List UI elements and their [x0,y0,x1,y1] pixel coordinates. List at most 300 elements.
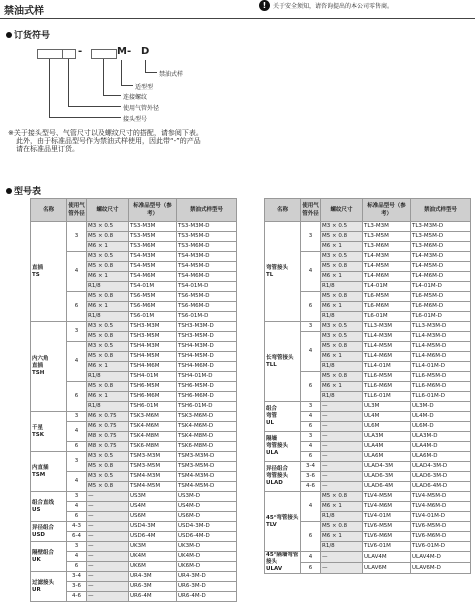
col-header-oil-free: 禁油式样型号 [411,199,471,222]
thread-cell: M6 × 1 [321,382,363,392]
standard-model-cell: TSH3-M5M [129,332,177,342]
standard-model-cell: TS3-M6M [129,242,177,252]
thread-cell: M5 × 0.8 [87,462,129,472]
tube-od-cell: 6 [67,512,87,522]
thread-cell: M6 × 0.75 [87,422,129,432]
oil-free-model-cell: TSM3-M5M-D [177,462,237,472]
thread-cell: R1/8 [321,362,363,372]
oil-free-model-cell: TSK4-M8M-D [177,432,237,442]
standard-model-cell: ULAD4-3M [363,462,411,472]
oil-free-model-cell: ULAV6M-D [411,563,471,574]
thread-cell: — [87,592,129,602]
oil-free-model-cell: TS4-M3M-D [177,252,237,262]
tube-od-cell: 3-6 [67,582,87,592]
oil-free-model-cell: TLV4-M5M-D [411,492,471,502]
thread-cell: M3 × 0.5 [87,472,129,482]
standard-model-cell: TSK3-M6M [129,412,177,422]
standard-model-cell: TS6-M6M [129,302,177,312]
standard-model-cell: TS4-M3M [129,252,177,262]
oil-free-model-cell: TSM4-M5M-D [177,482,237,492]
oil-free-model-cell: TLV4-01M-D [411,512,471,522]
family-name: 内六角 直插 TSH [31,322,67,412]
thread-cell: R1/8 [321,392,363,402]
standard-model-cell: TLL6-01M [363,392,411,402]
oil-free-model-cell: TSH4-01M-D [177,372,237,382]
family-name: 组合直线 US [31,492,67,522]
family-name: 内直插 TSM [31,452,67,492]
thread-cell: — [321,552,363,563]
thread-cell: M8 × 0.75 [87,442,129,452]
tube-od-cell: 4 [301,552,321,563]
standard-model-cell: TS6-M5M [129,292,177,302]
tube-od-cell: 6 [67,292,87,322]
tube-od-cell: 3 [67,452,87,472]
thread-cell: M5 × 0.8 [87,292,129,302]
standard-model-cell: ULA6M [363,452,411,462]
oil-free-model-cell: TSH4-M3M-D [177,342,237,352]
oil-free-model-cell: UK6M-D [177,562,237,572]
standard-model-cell: TLL4-M5M [363,342,411,352]
tube-od-cell: 4 [301,252,321,292]
tube-od-cell: 6 [301,563,321,574]
thread-cell: M5 × 0.8 [87,482,129,492]
standard-model-cell: ULA3M [363,432,411,442]
thread-cell: R1/8 [87,282,129,292]
tube-od-cell: 6 [67,382,87,412]
tube-od-cell: 3-4 [67,572,87,582]
code-dash: - [78,46,83,57]
thread-cell: M6 × 0.75 [87,412,129,422]
thread-cell: M3 × 0.5 [87,452,129,462]
model-table-heading: 型号表 [6,184,41,197]
oil-free-model-cell: TLL6-01M-D [411,392,471,402]
standard-model-cell: TLV6-M6M [363,532,411,542]
standard-model-cell: UK6M [129,562,177,572]
oil-free-model-cell: UL4M-D [411,412,471,422]
oil-free-model-cell: TL3-M5M-D [411,232,471,242]
thread-cell: M3 × 0.5 [87,252,129,262]
standard-model-cell: TS4-01M [129,282,177,292]
thread-cell: — [87,582,129,592]
oil-free-model-cell: TL3-M6M-D [411,242,471,252]
tube-od-cell: 3 [67,222,87,252]
oil-free-model-cell: TLV6-M6M-D [411,532,471,542]
oil-free-model-cell: TS3-M5M-D [177,232,237,242]
standard-model-cell: ULAD6-3M [363,472,411,482]
standard-model-cell: ULAV4M [363,552,411,563]
thread-cell: — [87,522,129,532]
thread-cell: M3 × 0.5 [321,252,363,262]
tube-od-cell: 4 [67,502,87,512]
standard-model-cell: TSK6-M8M [129,442,177,452]
oil-free-model-cell: TL6-01M-D [411,312,471,322]
col-header-name: 名称 [31,199,67,222]
standard-model-cell: ULA4M [363,442,411,452]
oil-free-model-cell: TS6-01M-D [177,312,237,322]
thread-cell: — [321,482,363,492]
oil-free-model-cell: UL6M-D [411,422,471,432]
warning-icon: ! [259,0,270,11]
family-name: 千星 TSK [31,412,67,452]
code-box-series [37,49,63,59]
standard-model-cell: US3M [129,492,177,502]
oil-free-model-cell: TL4-M5M-D [411,262,471,272]
tube-od-cell: 6 [301,292,321,322]
tube-od-cell: 6 [301,372,321,402]
thread-cell: — [321,422,363,432]
standard-model-cell: TSH6-M5M [129,382,177,392]
col-header-oil-free: 禁油式样型号 [177,199,237,222]
thread-cell: M3 × 0.5 [87,322,129,332]
oil-free-model-cell: TS4-M5M-D [177,262,237,272]
tube-od-cell: 3 [301,222,321,252]
thread-cell: — [87,542,129,552]
model-table-right [264,198,471,574]
thread-cell: M5 × 0.8 [321,342,363,352]
standard-model-cell: TL4-M3M [363,252,411,262]
thread-cell: — [321,452,363,462]
standard-model-cell: TL4-M5M [363,262,411,272]
family-name: 直插 TS [31,222,67,322]
col-header-tube-od: 使用气管外径 [301,199,321,222]
label-fitting-type: 接头型号 [123,116,148,123]
col-header-tube-od: 使用气管外径 [67,199,87,222]
family-name: 45°弯管接头 TLV [265,492,301,552]
thread-cell: — [321,472,363,482]
oil-free-model-cell: TL4-01M-D [411,282,471,292]
standard-model-cell: TSH6-M6M [129,392,177,402]
tube-od-cell: 4 [301,332,321,372]
oil-free-model-cell: US4M-D [177,502,237,512]
tube-od-cell: 3-6 [301,472,321,482]
standard-model-cell: TL4-M6M [363,272,411,282]
page-title: 禁油式样 [4,6,44,17]
standard-model-cell: TSH3-M3M [129,322,177,332]
thread-cell: M5 × 0.8 [87,262,129,272]
oil-free-model-cell: US6M-D [177,512,237,522]
thread-cell: — [87,502,129,512]
thread-cell: M6 × 1 [321,272,363,282]
oil-free-model-cell: US3M-D [177,492,237,502]
standard-model-cell: TLV6-01M [363,542,411,552]
oil-free-model-cell: TLL4-M3M-D [411,332,471,342]
table-row [265,222,471,232]
oil-free-model-cell: TSM4-M3M-D [177,472,237,482]
standard-model-cell: UL6M [363,422,411,432]
thread-cell: M5 × 0.8 [321,492,363,502]
standard-model-cell: TL6-01M [363,312,411,322]
oil-free-model-cell: TLV6-M5M-D [411,522,471,532]
oil-free-model-cell: TL6-M6M-D [411,302,471,312]
thread-cell: M5 × 0.8 [87,332,129,342]
oil-free-model-cell: ULAD6-4M-D [411,482,471,492]
oil-free-model-cell: ULA3M-D [411,432,471,442]
tube-od-cell: 4 [301,492,321,522]
standard-model-cell: TLV4-01M [363,512,411,522]
thread-cell: M6 × 1 [321,502,363,512]
ordering-heading: 订货符号 [6,28,50,41]
col-header-standard: 标准品型号（参考） [363,199,411,222]
tube-od-cell: 4-6 [301,482,321,492]
col-header-name: 名称 [265,199,301,222]
tube-od-cell: 6 [67,562,87,572]
code-suffix-d: D [141,46,150,57]
oil-free-model-cell: TS3-M6M-D [177,242,237,252]
oil-free-model-cell: TLV6-01M-D [411,542,471,552]
label-thread: 连接螺纹 [123,94,148,101]
model-table-left [30,198,237,602]
standard-model-cell: US4M [129,502,177,512]
tube-od-cell: 3 [301,322,321,332]
standard-model-cell: USD6-4M [129,532,177,542]
thread-cell: — [321,432,363,442]
family-name: 弯管接头 TL [265,222,301,322]
tube-od-cell: 3-4 [301,462,321,472]
thread-cell: M5 × 0.8 [321,522,363,532]
oil-free-model-cell: ULAD4-3M-D [411,462,471,472]
standard-model-cell: TSH4-01M [129,372,177,382]
thread-cell: M3 × 0.5 [321,322,363,332]
oil-free-model-cell: UR4-3M-D [177,572,237,582]
standard-model-cell: TL3-M6M [363,242,411,252]
standard-model-cell: TL6-M5M [363,292,411,302]
oil-free-model-cell: TS4-01M-D [177,282,237,292]
thread-cell: M6 × 1 [87,392,129,402]
standard-model-cell: TSH4-M3M [129,342,177,352]
table-row [31,492,237,502]
tube-od-cell: 3 [67,412,87,422]
thread-cell: M5 × 0.8 [87,352,129,362]
code-box-tube [62,49,76,59]
tube-od-cell: 4 [67,252,87,292]
table-row [265,322,471,332]
thread-cell: R1/8 [321,542,363,552]
standard-model-cell: UK4M [129,552,177,562]
thread-cell: M5 × 0.8 [321,262,363,272]
label-variant: 适型型 [135,84,154,91]
tube-od-cell: 3 [301,402,321,412]
standard-model-cell: TSM3-M5M [129,462,177,472]
thread-cell: R1/8 [321,512,363,522]
standard-model-cell: TSK4-M6M [129,422,177,432]
standard-model-cell: TLL4-M6M [363,352,411,362]
table-row [31,322,237,332]
oil-free-model-cell: TSK4-M6M-D [177,422,237,432]
standard-model-cell: TSH4-M5M [129,352,177,362]
standard-model-cell: TL6-M6M [363,302,411,312]
code-dash-2: - [127,46,132,57]
family-name: 组合 弯管 UL [265,402,301,432]
col-header-thread: 螺纹尺寸 [321,199,363,222]
thread-cell: — [321,563,363,574]
standard-model-cell: TSM3-M3M [129,452,177,462]
family-name: 异径组合 USD [31,522,67,542]
oil-free-model-cell: TS6-M5M-D [177,292,237,302]
oil-free-model-cell: TLL4-M6M-D [411,352,471,362]
thread-cell: — [321,462,363,472]
thread-cell: M6 × 1 [321,352,363,362]
thread-cell: — [87,572,129,582]
standard-model-cell: TS3-M3M [129,222,177,232]
standard-model-cell: UL3M [363,402,411,412]
thread-cell: M5 × 0.8 [87,232,129,242]
oil-free-model-cell: ULAD6-3M-D [411,472,471,482]
standard-model-cell: TLL4-M3M [363,332,411,342]
safety-note-text: 关于安全须知，请咨询提出的本公司零售商。 [273,3,394,10]
oil-free-model-cell: TSH3-M3M-D [177,322,237,332]
oil-free-model-cell: ULAV4M-D [411,552,471,563]
oil-free-model-cell: TL4-M3M-D [411,252,471,262]
oil-free-model-cell: TSH3-M5M-D [177,332,237,342]
tube-od-cell: 4-3 [67,522,87,532]
family-name: 隔墙 弯管接头 ULA [265,432,301,462]
standard-model-cell: UR6-4M [129,592,177,602]
bullet-icon [6,32,12,38]
thread-cell: R1/8 [321,312,363,322]
family-name: 隔壁组合 UK [31,542,67,572]
thread-cell: — [321,402,363,412]
thread-cell: M6 × 1 [87,272,129,282]
table-row [31,522,237,532]
thread-cell: — [87,512,129,522]
standard-model-cell: TL3-M5M [363,232,411,242]
thread-cell: M5 × 0.8 [321,292,363,302]
tube-od-cell: 6-4 [67,532,87,542]
standard-model-cell: ULAV6M [363,563,411,574]
oil-free-model-cell: USD4-3M-D [177,522,237,532]
table-row [31,542,237,552]
tube-od-cell: 4 [67,552,87,562]
table-row [265,492,471,502]
oil-free-model-cell: ULA4M-D [411,442,471,452]
family-name: 过滤接头 UR [31,572,67,602]
tube-od-cell: 4 [67,472,87,492]
thread-cell: M6 × 1 [87,362,129,372]
table-row [265,462,471,472]
thread-cell: R1/8 [321,282,363,292]
tube-od-cell: 3 [67,492,87,502]
oil-free-model-cell: UR6-4M-D [177,592,237,602]
code-box-thread [91,49,117,59]
standard-model-cell: UL4M [363,412,411,422]
oil-free-model-cell: TLV4-M6M-D [411,502,471,512]
family-name: 45°隔墙弯管接头 ULAV [265,552,301,574]
thread-cell: M5 × 0.8 [321,372,363,382]
oil-free-model-cell: ULA6M-D [411,452,471,462]
standard-model-cell: TSM4-M3M [129,472,177,482]
table-row [31,412,237,422]
standard-model-cell: TS3-M5M [129,232,177,242]
label-oil-free: 禁油式样 [159,71,184,78]
tube-od-cell: 4 [67,342,87,382]
oil-free-model-cell: TS6-M6M-D [177,302,237,312]
standard-model-cell: TS6-01M [129,312,177,322]
code-suffix-m: M [117,46,127,57]
thread-cell: — [87,532,129,542]
thread-cell: M3 × 0.5 [321,332,363,342]
thread-cell: R1/8 [87,402,129,412]
standard-model-cell: TLV6-M5M [363,522,411,532]
standard-model-cell: UR4-3M [129,572,177,582]
oil-free-model-cell: TSM3-M3M-D [177,452,237,462]
standard-model-cell: TLL3-M3M [363,322,411,332]
oil-free-model-cell: TS3-M3M-D [177,222,237,232]
bullet-icon [6,188,12,194]
thread-cell: — [321,442,363,452]
family-name: 长弯管接头 TLL [265,322,301,402]
tube-od-cell: 4 [301,442,321,452]
table-row [265,432,471,442]
standard-model-cell: TL4-01M [363,282,411,292]
tube-od-cell: 4 [301,412,321,422]
thread-cell: M6 × 1 [321,532,363,542]
oil-free-model-cell: UK3M-D [177,542,237,552]
table-row [31,572,237,582]
standard-model-cell: TSH6-01M [129,402,177,412]
standard-model-cell: ULAD6-4M [363,482,411,492]
thread-cell: M3 × 0.5 [87,342,129,352]
standard-model-cell: TLL4-01M [363,362,411,372]
standard-model-cell: US6M [129,512,177,522]
standard-model-cell: TLL6-M5M [363,372,411,382]
ordering-notes: ※关于接头型号、气管尺寸以及螺纹尺寸的搭配，请参阅下表。 此外，由于标准品型号作为禁油式样使用，因此带“-”的产品 请在标准品里订货。 [8,129,203,153]
thread-cell: M5 × 0.8 [321,232,363,242]
standard-model-cell: USD4-3M [129,522,177,532]
page-header [0,0,475,19]
standard-model-cell: TS4-M6M [129,272,177,282]
oil-free-model-cell: TSH4-M6M-D [177,362,237,372]
tube-od-cell: 3 [67,322,87,342]
standard-model-cell: TLV4-M6M [363,502,411,512]
thread-cell: M6 × 1 [321,242,363,252]
thread-cell: — [87,562,129,572]
oil-free-model-cell: TSH6-M6M-D [177,392,237,402]
oil-free-model-cell: TS4-M6M-D [177,272,237,282]
oil-free-model-cell: USD6-4M-D [177,532,237,542]
oil-free-model-cell: TLL6-M6M-D [411,382,471,392]
oil-free-model-cell: TLL4-M5M-D [411,342,471,352]
table-row [31,452,237,462]
tube-od-cell: 4-6 [67,592,87,602]
label-tube-od: 使用气管外径 [123,105,160,112]
thread-cell: M3 × 0.5 [87,222,129,232]
tube-od-cell: 6 [67,442,87,452]
tube-od-cell: 6 [301,522,321,552]
thread-cell: M5 × 0.8 [87,382,129,392]
thread-cell: R1/8 [87,312,129,322]
standard-model-cell: TSH4-M6M [129,362,177,372]
tube-od-cell: 6 [301,452,321,462]
thread-cell: M8 × 0.75 [87,432,129,442]
standard-model-cell: TLV4-M5M [363,492,411,502]
col-header-thread: 螺纹尺寸 [87,199,129,222]
oil-free-model-cell: TLL6-M5M-D [411,372,471,382]
standard-model-cell: UR6-3M [129,582,177,592]
thread-cell: M6 × 1 [87,242,129,252]
oil-free-model-cell: TL6-M5M-D [411,292,471,302]
oil-free-model-cell: TL4-M6M-D [411,272,471,282]
col-header-standard: 标准品型号（参考） [129,199,177,222]
oil-free-model-cell: UK4M-D [177,552,237,562]
tube-od-cell: 3 [67,542,87,552]
table-row [31,222,237,232]
oil-free-model-cell: TSK3-M6M-D [177,412,237,422]
standard-model-cell: TS4-M5M [129,262,177,272]
thread-cell: R1/8 [87,372,129,382]
safety-note [259,0,393,11]
oil-free-model-cell: TLL3-M3M-D [411,322,471,332]
oil-free-model-cell: TSH6-M5M-D [177,382,237,392]
